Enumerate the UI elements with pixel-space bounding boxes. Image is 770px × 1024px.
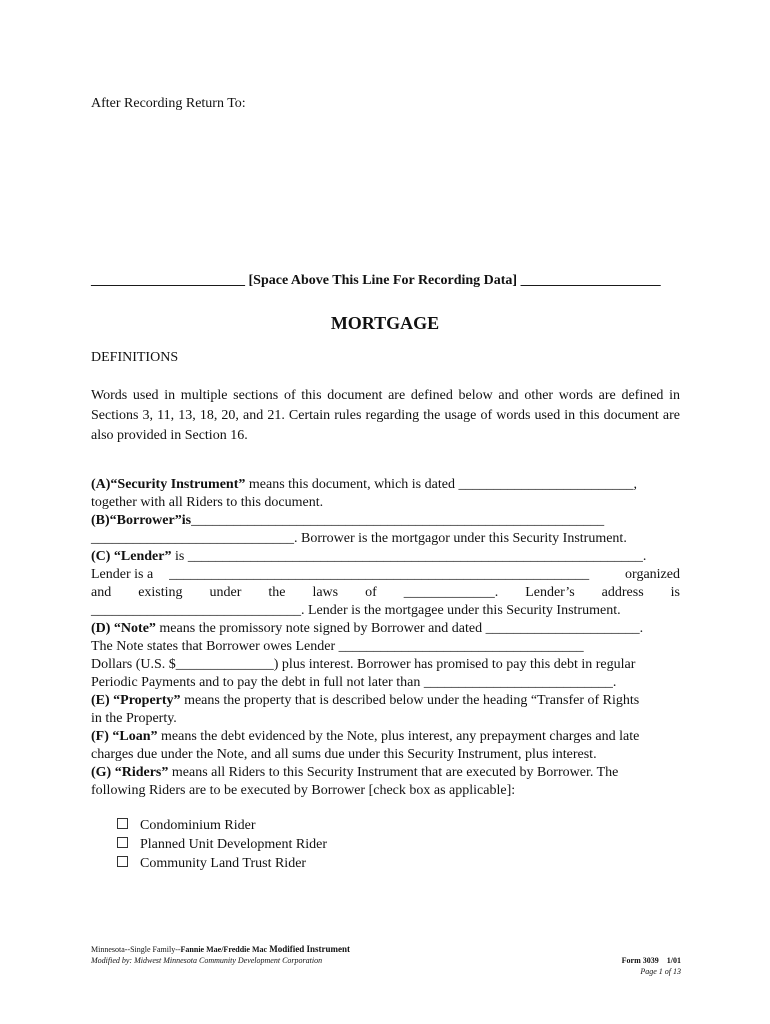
definition-d-line-1 [91, 620, 680, 638]
definitions-heading: DEFINITIONS [91, 350, 179, 365]
definition-c-line-1 [91, 548, 680, 566]
rider-item-community-land-trust[interactable] [117, 854, 327, 873]
definition-e-label: (E) “Property” [91, 693, 181, 708]
rider-label: Planned Unit Development Rider [140, 837, 328, 852]
footer-right [560, 955, 681, 977]
checkbox-icon[interactable] [117, 837, 128, 848]
definition-f-text: means the debt evidenced by the Note, plus interest, any prepayment charges and late [157, 729, 640, 744]
definition-c-line-3 [91, 584, 680, 602]
word: address [601, 585, 644, 600]
definition-f-line-2: charges due under the Note, and all sums due under this Security Instrument, plus interest. [91, 747, 597, 762]
checkbox-icon[interactable] [117, 818, 128, 829]
organized-text: organized [625, 567, 680, 582]
jurisdiction-blank: _____________. [403, 585, 499, 600]
definition-a-label: (A)“Security Instrument” [91, 477, 246, 492]
lender-blank: is _________________________________________________________________. [171, 549, 647, 564]
definition-c-line-4: ______________________________. Lender is the mortgagee under this Security Instrument. [91, 603, 621, 618]
lender-type-blank: ____________________________________________________________ [169, 567, 590, 582]
rider-item-pud[interactable] [117, 835, 327, 854]
definition-e-line-2: in the Property. [91, 711, 177, 726]
rider-label: Condominium Rider [140, 818, 256, 833]
definition-c-line-2 [91, 566, 680, 584]
definition-d-label: (D) “Note” [91, 621, 156, 636]
footer-modified-by: Modified by: Midwest Minnesota Community Development Corporation [91, 956, 323, 965]
definition-b-line-1 [91, 512, 680, 530]
definition-b-line-2: _____________________________. Borrower is the mortgagor under this Security Instrument. [91, 531, 627, 546]
borrower-blank: ___________________________________________________________ [191, 513, 605, 528]
document-title: MORTGAGE [330, 313, 440, 333]
word: laws [312, 585, 339, 600]
definition-d-text: means the promissory note signed by Borrower and dated ______________________. [155, 621, 644, 636]
rider-label: Community Land Trust Rider [140, 856, 307, 871]
footer-modified: Modified Instrument [267, 944, 351, 954]
rider-item-condominium[interactable] [117, 816, 327, 835]
definition-e-line-1 [91, 692, 680, 710]
definition-c-label: (C) “Lender” [91, 549, 172, 564]
footer-agency: Fannie Mae/Freddie Mac [180, 945, 268, 954]
definitions-intro: Words used in multiple sections of this document are defined below and other words are defined in Sections 3, 11, 13, 18, 20, and 21. Certain rules regarding the usage of words used in this document are also provided in Section 16. [91, 388, 680, 443]
definition-e-text: means the property that is described below under the heading “Transfer of Rights [180, 693, 640, 708]
form-number: Form 3039 [621, 956, 659, 965]
definition-a-text: means this document, which is dated _________________________, [245, 477, 637, 492]
word: of [365, 585, 377, 600]
definition-d-line-4: Periodic Payments and to pay the debt in full not later than ___________________________. [91, 675, 617, 690]
checkbox-icon[interactable] [117, 856, 128, 867]
definition-d-line-2: The Note states that Borrower owes Lender ___________________________________ [91, 639, 584, 654]
word: Lender’s [525, 585, 575, 600]
definition-f-label: (F) “Loan” [91, 729, 158, 744]
page-number: Page 1 of 13 [640, 967, 681, 976]
definition-a-line-1 [91, 476, 680, 494]
riders-checklist [117, 816, 327, 873]
footer-form-number [560, 955, 681, 966]
return-to-label: After Recording Return To: [91, 96, 246, 111]
word: is [670, 585, 680, 600]
footer-form-title [91, 944, 350, 955]
word: and [91, 585, 112, 600]
definition-g-label: (G) “Riders” [91, 765, 169, 780]
recording-data-separator: ______________________ [Space Above This Line For Recording Data] ____________________ [91, 273, 661, 288]
footer-left [91, 944, 350, 966]
definition-b-label: (B)“Borrower”is [91, 513, 192, 528]
definition-g-line-2: following Riders are to be executed by Borrower [check box as applicable]: [91, 783, 516, 798]
definitions-list [91, 476, 680, 800]
definition-a-line-2: together with all Riders to this document. [91, 495, 324, 510]
definition-d-line-3: Dollars (U.S. $______________) plus interest. Borrower has promised to pay this debt in regular [91, 657, 636, 672]
definition-g-text: means all Riders to this Security Instrument that are executed by Borrower. The [168, 765, 619, 780]
word: under [209, 585, 242, 600]
definition-f-line-1 [91, 728, 680, 746]
form-date: 1/01 [666, 956, 681, 965]
footer-state: Minnesota--Single Family-- [91, 945, 181, 954]
word: existing [138, 585, 183, 600]
definition-g-line-1 [91, 764, 680, 782]
lender-is-a-text: Lender is a [91, 567, 154, 582]
word: the [268, 585, 286, 600]
